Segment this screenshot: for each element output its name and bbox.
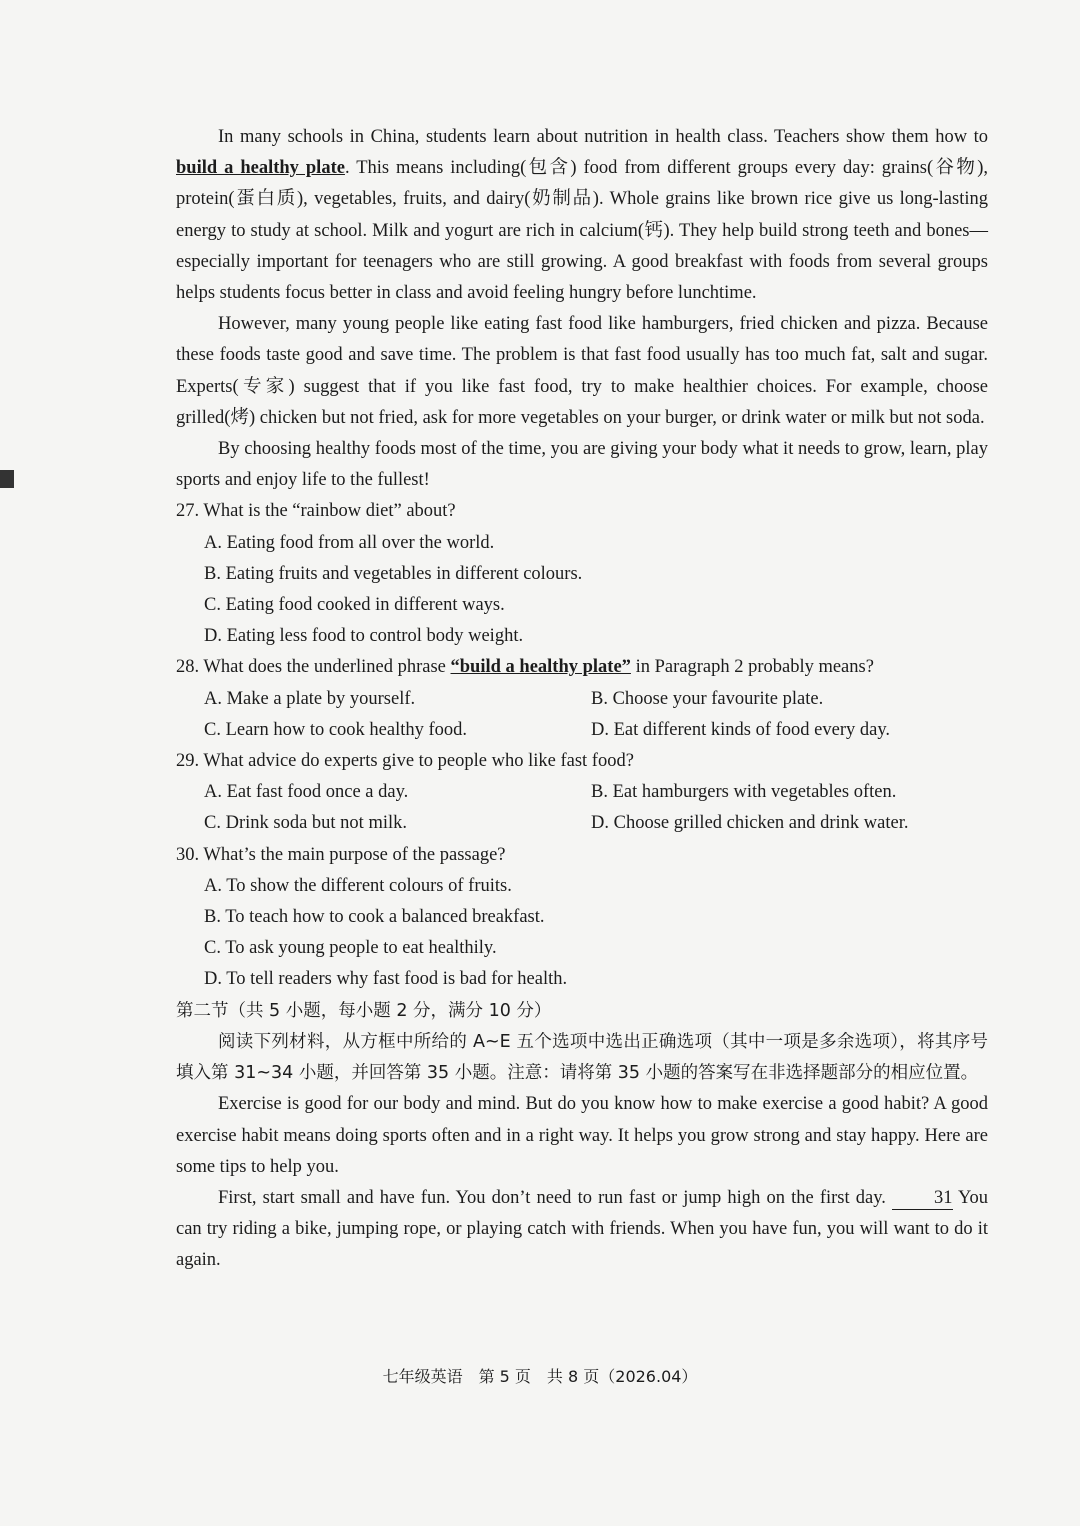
question-29-option-b: B. Eat hamburgers with vegetables often. <box>591 782 897 803</box>
question-28-option-a: A. Make a plate by yourself. <box>204 688 416 709</box>
section-2-instructions: 阅读下列材料，从方框中所给的 A~E 五个选项中选出正确选项（其中一项是多余选项），将其序号填入第 31~34 小题，并回答第 35 小题。注意：请将第 35 小题的答案写在非选择题部分的相应位置。 <box>176 1031 988 1084</box>
blank-31: 31 <box>892 1187 953 1210</box>
question-28-option-b: B. Choose your favourite plate. <box>591 688 824 709</box>
question-30-option-a: A. To show the different colours of fruits. <box>204 875 512 896</box>
passage-paragraph-2: However, many young people like eating fast food like hamburgers, fried chicken and pizza. Because these foods taste good and save time. The problem is that fast food usually has too much fat, salt and sugar. Experts(专家) suggest that if you like fast food, try to make healthier choices. For example, choose grilled(烤) chicken but not fried, ask for more vegetables on your burger, or drink water or milk but not soda. <box>176 314 988 428</box>
question-27-stem: 27. What is the “rainbow diet” about? <box>176 501 456 522</box>
question-30-option-b: B. To teach how to cook a balanced breakfast. <box>204 907 545 928</box>
question-28-stem: 28. What does the underlined phrase “build a healthy plate” in Paragraph 2 probably means? <box>176 657 874 678</box>
question-28-options-row-1 <box>176 684 988 715</box>
page-content <box>176 122 988 1277</box>
passage-paragraph-3: By choosing healthy foods most of the time, you are giving your body what it needs to grow, learn, play sports and enjoy life to the fullest! <box>176 439 988 491</box>
question-27-option-c: C. Eating food cooked in different ways. <box>204 595 505 616</box>
section-2-paragraph-1: Exercise is good for our body and mind. But do you know how to make exercise a good habit? A good exercise habit means doing sports often and in a right way. It helps you grow strong and stay happy. Here are some tips to help you. <box>176 1094 988 1177</box>
question-27-option-d: D. Eating less food to control body weight. <box>204 626 524 647</box>
underlined-phrase: build a healthy plate <box>176 158 345 179</box>
question-28-options-row-2 <box>176 715 988 746</box>
section-2-heading: 第二节（共 5 小题，每小题 2 分，满分 10 分） <box>176 1000 552 1021</box>
question-30-option-c: C. To ask young people to eat healthily. <box>204 938 497 959</box>
question-29-option-d: D. Choose grilled chicken and drink water. <box>591 813 909 834</box>
question-29-option-a: A. Eat fast food once a day. <box>204 782 409 803</box>
question-28-option-c: C. Learn how to cook healthy food. <box>204 719 468 740</box>
question-27-option-a: A. Eating food from all over the world. <box>204 532 495 553</box>
question-28-underlined-phrase: “build a healthy plate” <box>450 657 631 678</box>
question-27-option-b: B. Eating fruits and vegetables in different colours. <box>204 563 583 584</box>
page-footer: 七年级英语 第 5 页 共 8 页（2026.04） <box>382 1367 698 1386</box>
question-29-options-row-1 <box>176 777 988 808</box>
question-29-option-c: C. Drink soda but not milk. <box>204 813 407 834</box>
section-2-paragraph-2: First, start small and have fun. You don’t need to run fast or jump high on the first day. 31 You can try riding a bike, jumping rope, or playing catch with friends. When you have fun, you will want to do it again. <box>176 1187 989 1271</box>
scan-edge-mark <box>0 470 14 488</box>
question-30-option-d: D. To tell readers why fast food is bad for health. <box>204 969 568 990</box>
passage-paragraph-1: In many schools in China, students learn about nutrition in health class. Teachers show them how to build a healthy plate. This means including(包含) food from different groups every day: grains(谷物), protein(蛋白质), vegetables, fruits, and dairy(奶制品). Whole grains like brown rice give us long-lasting energy to study at school. Milk and yogurt are rich in calcium(钙). They help build strong teeth and bones—especially important for teenagers who are still growing. A good breakfast with foods from several groups helps students focus better in class and avoid feeling hungry before lunchtime. <box>176 127 988 304</box>
question-29-options-row-2 <box>176 808 988 839</box>
question-28-option-d: D. Eat different kinds of food every day. <box>591 719 890 740</box>
question-30-stem: 30. What’s the main purpose of the passage? <box>176 844 506 865</box>
question-29-stem: 29. What advice do experts give to people who like fast food? <box>176 751 634 772</box>
